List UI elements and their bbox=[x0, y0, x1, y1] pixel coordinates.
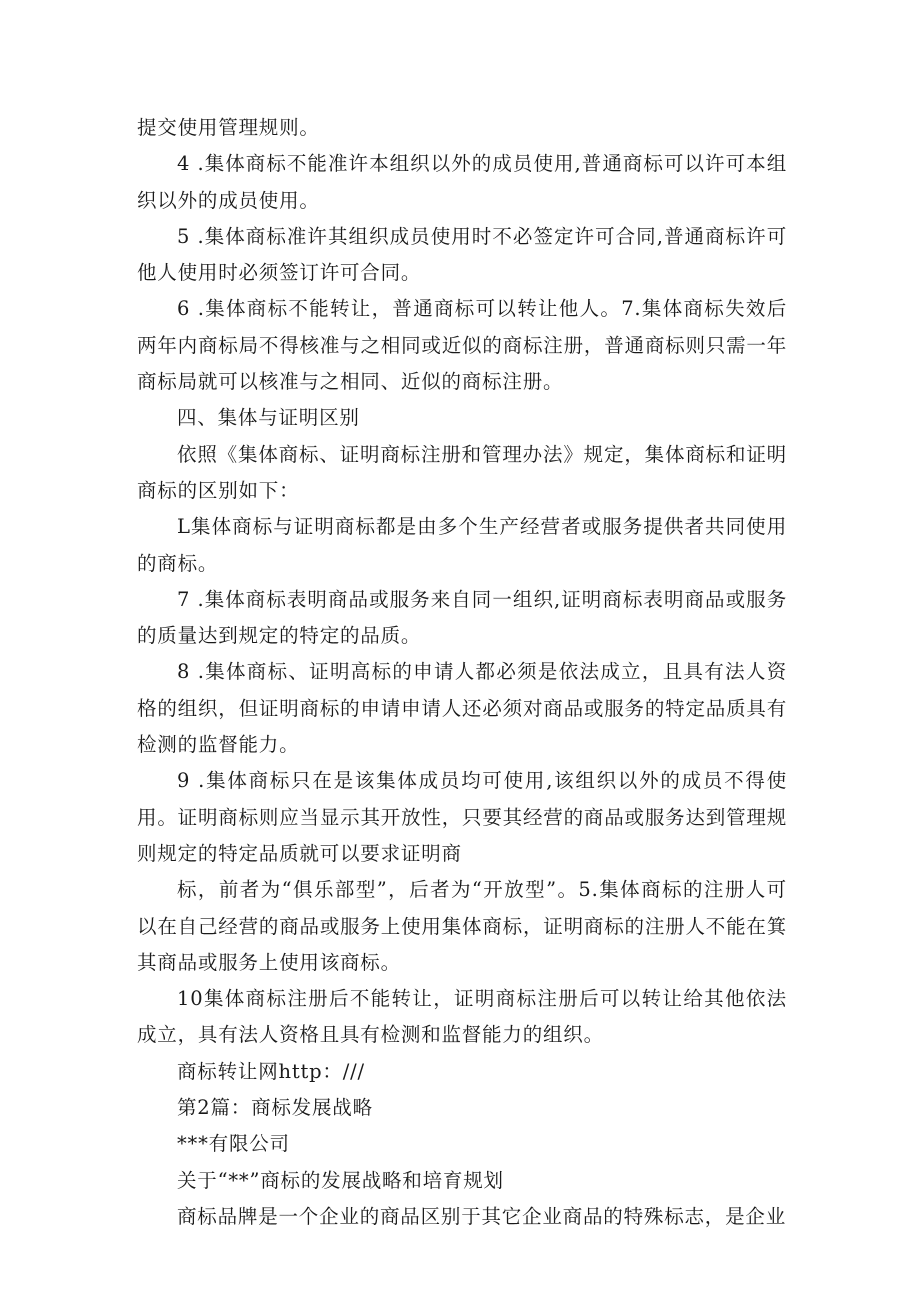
chapter-heading: 第2篇：商标发展战略 bbox=[177, 1096, 373, 1120]
paragraph-6: L集体商标与证明商标都是由多个生产经营者或服务提供者共同使用的商标。 bbox=[137, 515, 787, 575]
document-title: 关于“**”商标的发展战略和培育规划 bbox=[177, 1168, 504, 1192]
paragraph-11: 10集体商标注册后不能转让，证明商标注册后可以转让给其他依法成立，具有法人资格且具有检测和监督能力的组织。 bbox=[137, 987, 787, 1047]
company-name: ***有限公司 bbox=[177, 1132, 290, 1156]
paragraph-2: 4 .集体商标不能准许本组织以外的成员使用,普通商标可以许可本组织以外的成员使用。 bbox=[137, 152, 787, 212]
paragraph-8: 8 .集体商标、证明高标的申请人都必须是依法成立，且具有法人资格的组织，但证明商标的申请申请人还必须对商品或服务的特定品质具有检测的监督能力。 bbox=[137, 660, 787, 757]
paragraph-3: 5 .集体商标准许其组织成员使用时不必签定许可合同,普通商标许可他人使用时必须签订许可合同。 bbox=[137, 224, 787, 285]
document-body bbox=[137, 110, 787, 1235]
paragraph-1: 提交使用管理规则。 bbox=[137, 116, 320, 139]
paragraph-9: 9 .集体商标只在是该集体成员均可使用,该组织以外的成员不得使用。证明商标则应当显示其开放性，只要其经营的商品或服务达到管理规则规定的特定品质就可以要求证明商 bbox=[137, 769, 787, 865]
paragraph-12: 商标品牌是一个企业的商品区别于其它企业商品的特殊标志，是企业 bbox=[177, 1204, 787, 1228]
paragraph-5: 依照《集体商标、证明商标注册和管理办法》规定，集体商标和证明商标的区别如下： bbox=[137, 442, 787, 502]
paragraph-7: 7 .集体商标表明商品或服务来自同一组织,证明商标表明商品或服务的质量达到规定的特定的品质。 bbox=[137, 587, 787, 648]
paragraph-4: 6 .集体商标不能转让，普通商标可以转让他人。7.集体商标失效后两年内商标局不得核准与之相同或近似的商标注册，普通商标则只需一年商标局就可以核准与之相同、近似的商标注册。 bbox=[137, 297, 787, 394]
section-heading-difference: 四、集体与证明区别 bbox=[177, 406, 360, 430]
paragraph-10: 标，前者为“俱乐部型”，后者为“开放型”。5.集体商标的注册人可以在自己经营的商品或服务上使用集体商标，证明商标的注册人不能在箕其商品或服务上使用该商标。 bbox=[137, 878, 787, 974]
website-line: 商标转让网http：/// bbox=[177, 1059, 365, 1083]
